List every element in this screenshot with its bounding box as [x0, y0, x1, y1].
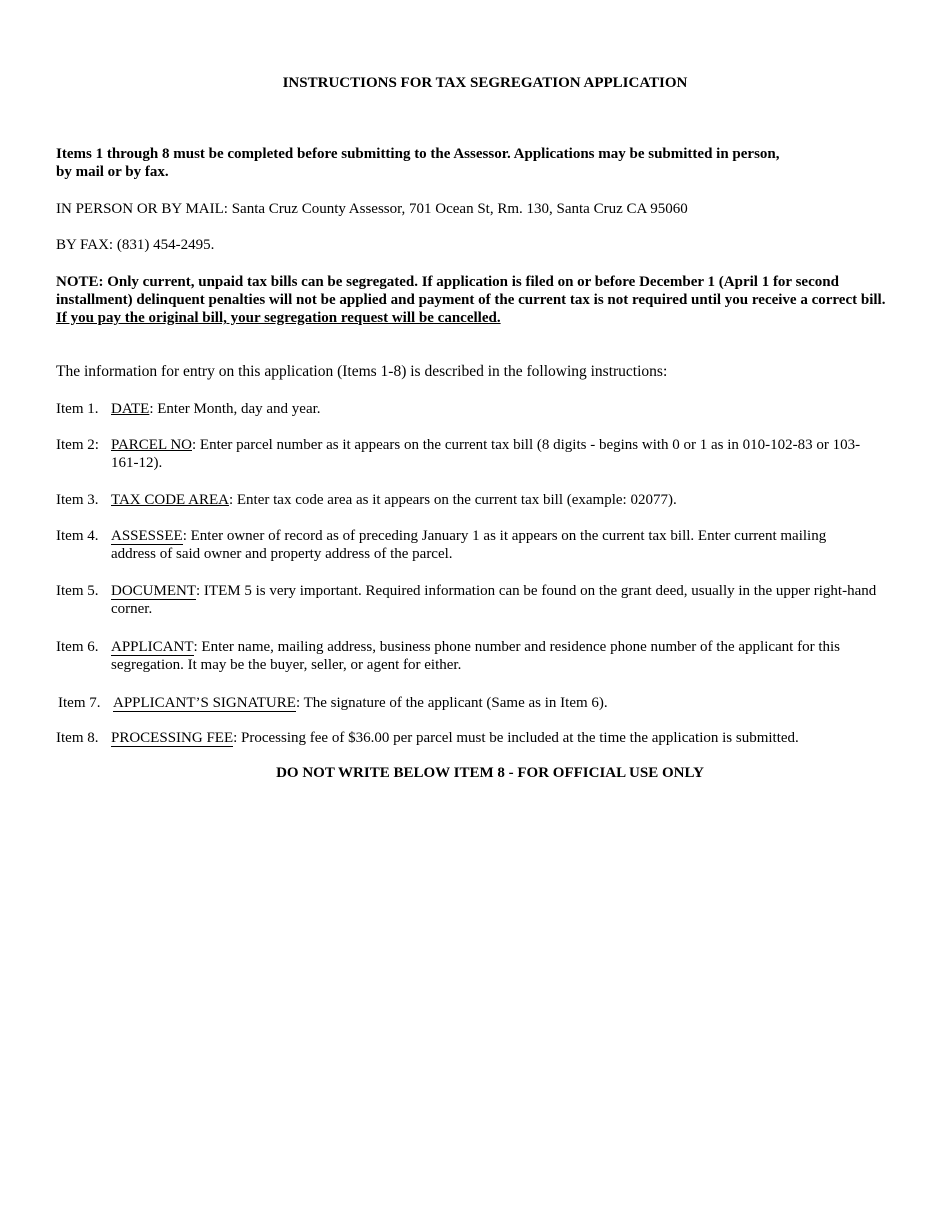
- submission-line-2: by mail or by fax.: [56, 164, 169, 180]
- item-number: Item 2:: [56, 437, 99, 453]
- instruction-item-4: [56, 527, 906, 563]
- intro-text: The information for entry on this application (Items 1-8) is described in the following instructions:: [56, 363, 668, 380]
- instruction-item-3: [56, 491, 906, 509]
- item-label-assessee: ASSESSEE: [111, 528, 183, 544]
- item-number: Item 5.: [56, 583, 99, 599]
- item-number: Item 3.: [56, 492, 99, 508]
- item-label-date: DATE: [111, 401, 150, 417]
- instruction-item-7: [56, 694, 906, 712]
- item-text: : Enter parcel number as it appears on the current tax bill (8 digits - begins with 0 or 1 as in 010-102-83 or 103-161-12).: [111, 437, 861, 471]
- item-text: : The signature of the applicant (Same as in Item 6).: [295, 695, 608, 711]
- instruction-item-5: [56, 582, 906, 618]
- item-text: : Enter tax code area as it appears on the current tax bill (example: 02077).: [228, 492, 677, 508]
- item-number: Item 4.: [56, 528, 99, 544]
- instruction-item-6: [56, 638, 906, 674]
- official-use-notice: DO NOT WRITE BELOW ITEM 8 - FOR OFFICIAL USE ONLY: [276, 765, 704, 781]
- item-label-parcel-no: PARCEL NO: [111, 437, 192, 453]
- item-text: : Enter Month, day and year.: [149, 401, 321, 417]
- note-warning: If you pay the original bill, your segregation request will be cancelled.: [56, 310, 501, 326]
- in-person-address: IN PERSON OR BY MAIL: Santa Cruz County Assessor, 701 Ocean St, Rm. 130, Santa Cruz CA 95060: [56, 201, 688, 217]
- item-text: : ITEM 5 is very important. Required information can be found on the grant deed, usually in the upper right-hand corner.: [111, 583, 877, 617]
- item-label-tax-code-area: TAX CODE AREA: [111, 492, 229, 508]
- page-title: INSTRUCTIONS FOR TAX SEGREGATION APPLICATION: [282, 75, 688, 91]
- item-label-applicant: APPLICANT: [111, 639, 194, 655]
- item-number: Item 7.: [58, 695, 101, 711]
- item-number: Item 1.: [56, 401, 99, 417]
- submission-line-1: Items 1 through 8 must be completed before submitting to the Assessor. Applications may be submitted in person,: [56, 146, 780, 162]
- item-label-document: DOCUMENT: [111, 583, 196, 599]
- note-text: NOTE: Only current, unpaid tax bills can be segregated. If application is filed on or before December 1 (April 1 for second installment) delinquent penalties will not be applied and payment of the current tax is not required until you receive a correct bill.: [56, 274, 886, 308]
- item-label-applicant-signature: APPLICANT’S SIGNATURE: [113, 695, 296, 711]
- submission-instructions: [56, 145, 896, 181]
- instruction-item-1: [56, 400, 906, 418]
- note-paragraph: [56, 273, 896, 327]
- item-number: Item 8.: [56, 730, 99, 746]
- instruction-item-8: [56, 729, 906, 747]
- fax-number: BY FAX: (831) 454-2495.: [56, 237, 215, 253]
- item-text: : Enter name, mailing address, business phone number and residence phone number of the applicant for this segregation. It may be the buyer, seller, or agent for either.: [111, 639, 841, 673]
- item-text: : Enter owner of record as of preceding January 1 as it appears on the current tax bill. Enter current mailing address of said owner and property address of the parcel.: [111, 528, 827, 562]
- instruction-item-2: [56, 436, 906, 472]
- item-label-processing-fee: PROCESSING FEE: [111, 730, 234, 746]
- item-number: Item 6.: [56, 639, 99, 655]
- item-text: : Processing fee of $36.00 per parcel must be included at the time the application is submitted.: [233, 730, 799, 746]
